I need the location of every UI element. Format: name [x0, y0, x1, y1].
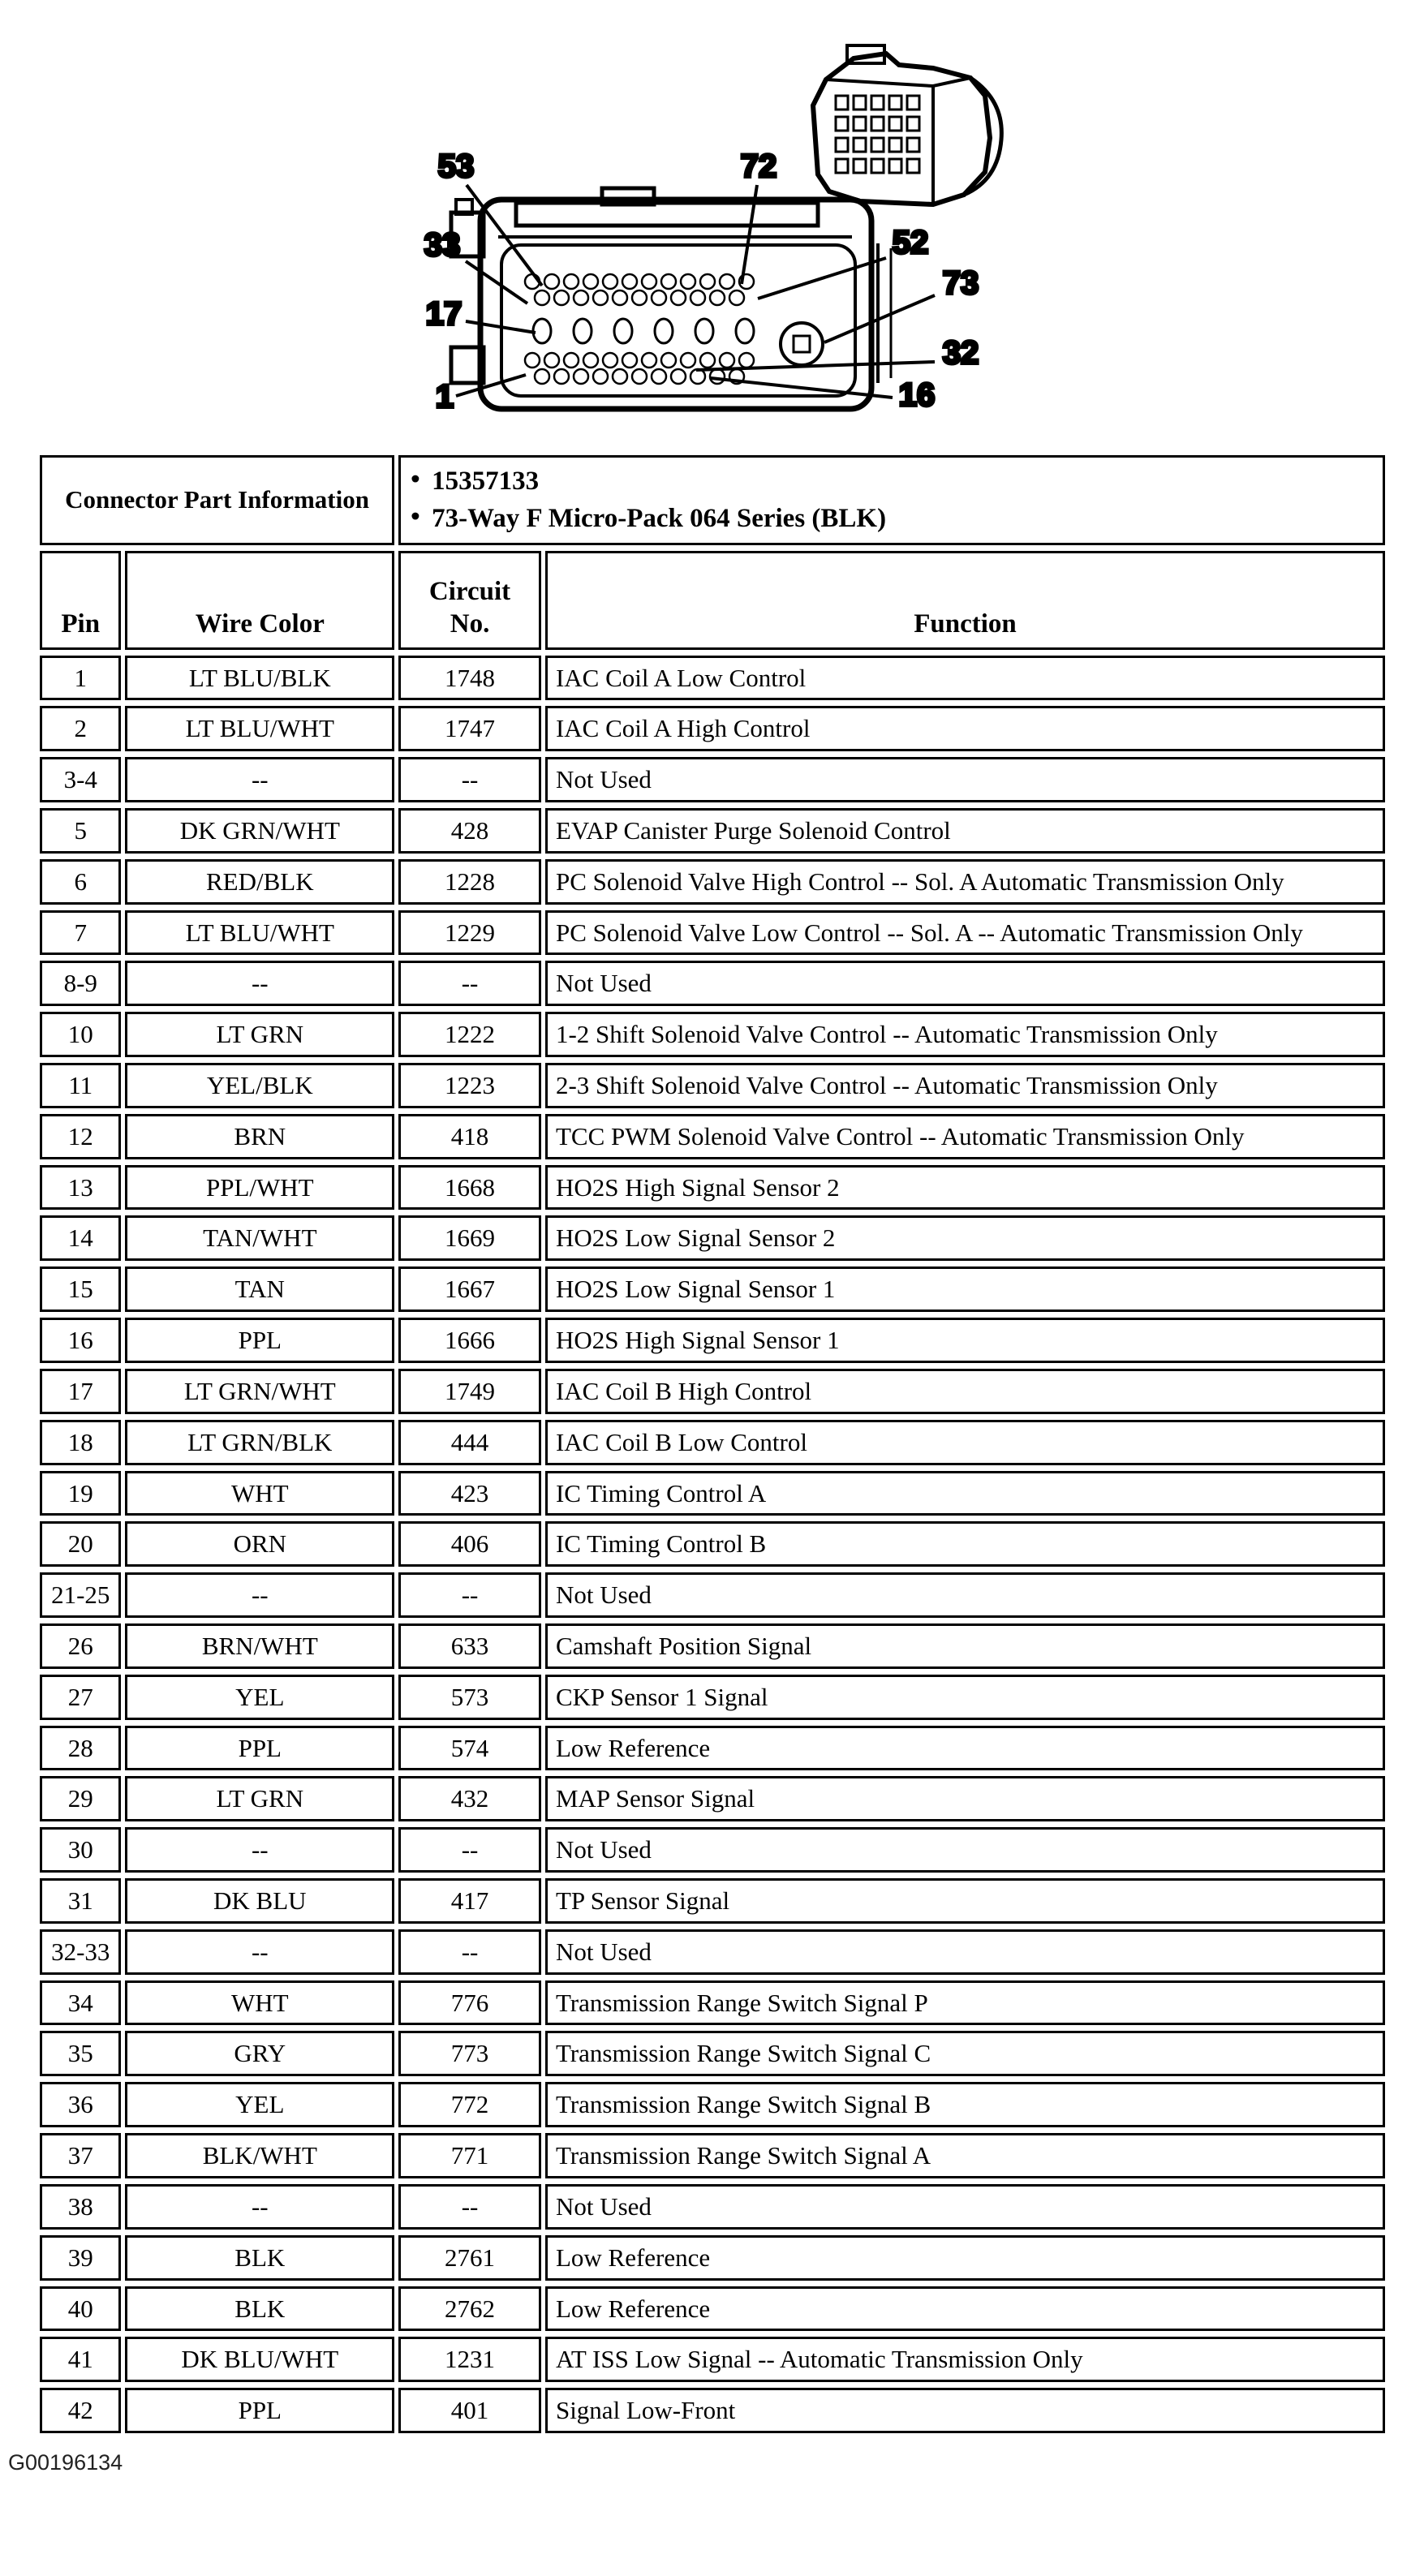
- table-row: [40, 2235, 1385, 2281]
- table-row: [40, 1572, 1385, 1618]
- function-cell: CKP Sensor 1 Signal: [545, 1675, 1385, 1720]
- function-cell: HO2S Low Signal Sensor 2: [545, 1215, 1385, 1261]
- callout-label: 53: [437, 148, 475, 184]
- pin-cell: 5: [40, 808, 121, 854]
- pin-cell: 31: [40, 1878, 121, 1924]
- wire-color-cell: PPL: [125, 1726, 394, 1771]
- callout-label: 73: [942, 265, 979, 301]
- pin-cell: 41: [40, 2337, 121, 2382]
- pin-cell: 40: [40, 2286, 121, 2332]
- function-cell: EVAP Canister Purge Solenoid Control: [545, 808, 1385, 854]
- wire-color-cell: --: [125, 757, 394, 802]
- wire-color-cell: PPL: [125, 1318, 394, 1363]
- function-cell: Camshaft Position Signal: [545, 1623, 1385, 1669]
- table-row: [40, 2082, 1385, 2127]
- table-row: [40, 656, 1385, 701]
- function-cell: Not Used: [545, 1827, 1385, 1873]
- function-cell: TP Sensor Signal: [545, 1878, 1385, 1924]
- wire-color-cell: LT GRN/BLK: [125, 1420, 394, 1465]
- callout-label: 1: [435, 379, 454, 415]
- table-row: [40, 910, 1385, 956]
- function-cell: Low Reference: [545, 2235, 1385, 2281]
- function-cell: HO2S Low Signal Sensor 1: [545, 1266, 1385, 1312]
- pin-holes-upper: [525, 274, 754, 305]
- pin-cell: 28: [40, 1726, 121, 1771]
- wire-color-cell: DK GRN/WHT: [125, 808, 394, 854]
- wire-color-cell: YEL: [125, 2082, 394, 2127]
- table-row: [40, 1827, 1385, 1873]
- callout-label: 72: [740, 148, 777, 184]
- table-row: [40, 859, 1385, 905]
- pin-cell: 17: [40, 1369, 121, 1414]
- table-row: [40, 961, 1385, 1006]
- pin-cell: 39: [40, 2235, 121, 2281]
- wire-color-cell: LT BLU/WHT: [125, 910, 394, 956]
- callout-label: 52: [892, 225, 929, 260]
- part-info-label: Connector Part Information: [40, 455, 394, 545]
- function-cell: PC Solenoid Valve Low Control -- Sol. A -- Automatic Transmission Only: [545, 910, 1385, 956]
- pin-cell: 10: [40, 1012, 121, 1057]
- pin-cell: 3-4: [40, 757, 121, 802]
- table-row: [40, 1063, 1385, 1108]
- table-row: [40, 1878, 1385, 1924]
- circuit-no-cell: 2762: [398, 2286, 541, 2332]
- pin-cell: 35: [40, 2031, 121, 2076]
- pin-cell: 11: [40, 1063, 121, 1108]
- pin-cell: 42: [40, 2388, 121, 2433]
- wire-color-cell: PPL/WHT: [125, 1165, 394, 1211]
- circuit-no-cell: --: [398, 961, 541, 1006]
- circuit-no-cell: --: [398, 757, 541, 802]
- col-header-circuit-no: Circuit No.: [398, 551, 541, 650]
- table-row: [40, 1165, 1385, 1211]
- table-row: [40, 2337, 1385, 2382]
- wire-color-cell: --: [125, 961, 394, 1006]
- circuit-no-cell: --: [398, 2184, 541, 2230]
- wire-color-cell: ORN: [125, 1521, 394, 1567]
- pin-cell: 16: [40, 1318, 121, 1363]
- function-cell: HO2S High Signal Sensor 2: [545, 1165, 1385, 1211]
- pin-cell: 37: [40, 2133, 121, 2178]
- circuit-no-cell: 444: [398, 1420, 541, 1465]
- table-row: [40, 757, 1385, 802]
- circuit-no-cell: 1749: [398, 1369, 541, 1414]
- function-cell: Not Used: [545, 1929, 1385, 1975]
- wire-color-cell: YEL: [125, 1675, 394, 1720]
- function-cell: IAC Coil B High Control: [545, 1369, 1385, 1414]
- function-cell: Transmission Range Switch Signal B: [545, 2082, 1385, 2127]
- circuit-no-cell: --: [398, 1827, 541, 1873]
- circuit-no-cell: 776: [398, 1980, 541, 2026]
- function-cell: HO2S High Signal Sensor 1: [545, 1318, 1385, 1363]
- pin-cell: 34: [40, 1980, 121, 2026]
- wire-color-cell: LT BLU/BLK: [125, 656, 394, 701]
- circuit-no-cell: 633: [398, 1623, 541, 1669]
- callout-label: 33: [424, 227, 461, 263]
- function-cell: PC Solenoid Valve High Control -- Sol. A Automatic Transmission Only: [545, 859, 1385, 905]
- function-cell: Not Used: [545, 757, 1385, 802]
- table-row: [40, 706, 1385, 751]
- circuit-no-cell: 1667: [398, 1266, 541, 1312]
- pin-cell: 20: [40, 1521, 121, 1567]
- circuit-no-cell: 1231: [398, 2337, 541, 2382]
- pin-cell: 12: [40, 1114, 121, 1159]
- connector-series: • 73-Way F Micro-Pack 064 Series (BLK): [409, 500, 1375, 537]
- circuit-no-cell: 1229: [398, 910, 541, 956]
- pin-cell: 27: [40, 1675, 121, 1720]
- connector-figure: [0, 0, 1424, 446]
- table-row: [40, 1675, 1385, 1720]
- function-cell: IC Timing Control A: [545, 1471, 1385, 1516]
- pinout-table-body: [40, 656, 1385, 2433]
- circuit-no-cell: 406: [398, 1521, 541, 1567]
- function-cell: Transmission Range Switch Signal C: [545, 2031, 1385, 2076]
- wire-color-cell: BRN: [125, 1114, 394, 1159]
- circuit-no-cell: 1748: [398, 656, 541, 701]
- wire-color-cell: LT GRN/WHT: [125, 1369, 394, 1414]
- pin-cell: 2: [40, 706, 121, 751]
- pin-cell: 29: [40, 1776, 121, 1821]
- circuit-no-cell: 432: [398, 1776, 541, 1821]
- wire-color-cell: --: [125, 2184, 394, 2230]
- wire-color-cell: DK BLU: [125, 1878, 394, 1924]
- part-info-values: [398, 455, 1385, 545]
- function-cell: Not Used: [545, 2184, 1385, 2230]
- connector-figure-svg: [0, 0, 1424, 446]
- pin-cell: 14: [40, 1215, 121, 1261]
- wire-color-cell: LT GRN: [125, 1012, 394, 1057]
- table-row: [40, 2388, 1385, 2433]
- col-header-function: Function: [545, 551, 1385, 650]
- circuit-no-cell: 573: [398, 1675, 541, 1720]
- table-row: [40, 1012, 1385, 1057]
- function-cell: MAP Sensor Signal: [545, 1776, 1385, 1821]
- function-cell: TCC PWM Solenoid Valve Control -- Automatic Transmission Only: [545, 1114, 1385, 1159]
- function-cell: Low Reference: [545, 1726, 1385, 1771]
- circuit-no-cell: 1228: [398, 859, 541, 905]
- wire-color-cell: --: [125, 1572, 394, 1618]
- circuit-no-cell: 1669: [398, 1215, 541, 1261]
- function-cell: Not Used: [545, 1572, 1385, 1618]
- pin-cell: 13: [40, 1165, 121, 1211]
- table-row: [40, 2031, 1385, 2076]
- circuit-no-cell: 1222: [398, 1012, 541, 1057]
- function-cell: IAC Coil A High Control: [545, 706, 1385, 751]
- function-cell: IAC Coil A Low Control: [545, 656, 1385, 701]
- wire-color-cell: GRY: [125, 2031, 394, 2076]
- function-cell: Transmission Range Switch Signal A: [545, 2133, 1385, 2178]
- function-cell: 1-2 Shift Solenoid Valve Control -- Automatic Transmission Only: [545, 1012, 1385, 1057]
- circuit-no-cell: 428: [398, 808, 541, 854]
- pin-cell: 21-25: [40, 1572, 121, 1618]
- callout-label: 17: [425, 296, 462, 332]
- circuit-no-cell: 423: [398, 1471, 541, 1516]
- circuit-no-cell: --: [398, 1572, 541, 1618]
- circuit-no-cell: 418: [398, 1114, 541, 1159]
- circuit-no-cell: 771: [398, 2133, 541, 2178]
- wire-color-cell: PPL: [125, 2388, 394, 2433]
- wire-color-cell: BLK: [125, 2286, 394, 2332]
- wire-color-cell: BRN/WHT: [125, 1623, 394, 1669]
- wire-color-cell: WHT: [125, 1980, 394, 2026]
- table-row: [40, 1369, 1385, 1414]
- function-cell: IAC Coil B Low Control: [545, 1420, 1385, 1465]
- pin-cell: 6: [40, 859, 121, 905]
- wire-color-cell: BLK: [125, 2235, 394, 2281]
- circuit-no-cell: 574: [398, 1726, 541, 1771]
- circuit-no-cell: 1666: [398, 1318, 541, 1363]
- connector-3d-view: [813, 45, 1001, 204]
- pin-cell: 7: [40, 910, 121, 956]
- table-row: [40, 1980, 1385, 2026]
- pin-holes-middle: [533, 319, 754, 343]
- pinout-table-head: [40, 455, 1385, 650]
- table-row: [40, 1318, 1385, 1363]
- wire-color-cell: BLK/WHT: [125, 2133, 394, 2178]
- wire-color-cell: WHT: [125, 1471, 394, 1516]
- pin-cell: 32-33: [40, 1929, 121, 1975]
- circuit-no-cell: 2761: [398, 2235, 541, 2281]
- circuit-no-cell: 401: [398, 2388, 541, 2433]
- wire-color-cell: RED/BLK: [125, 859, 394, 905]
- terminal-grid: [836, 96, 919, 173]
- table-row: [40, 1471, 1385, 1516]
- pin-cell: 15: [40, 1266, 121, 1312]
- circuit-no-cell: 1747: [398, 706, 541, 751]
- table-row: [40, 1215, 1385, 1261]
- table-row: [40, 1726, 1385, 1771]
- circuit-no-cell: 773: [398, 2031, 541, 2076]
- circuit-no-cell: --: [398, 1929, 541, 1975]
- col-header-pin: Pin: [40, 551, 121, 650]
- table-row: [40, 1114, 1385, 1159]
- column-header-row: [40, 551, 1385, 650]
- pinout-table: [36, 449, 1389, 2439]
- wire-color-cell: YEL/BLK: [125, 1063, 394, 1108]
- pin-cell: 1: [40, 656, 121, 701]
- function-cell: Low Reference: [545, 2286, 1385, 2332]
- wire-color-cell: DK BLU/WHT: [125, 2337, 394, 2382]
- function-cell: 2-3 Shift Solenoid Valve Control -- Automatic Transmission Only: [545, 1063, 1385, 1108]
- circuit-no-cell: 1223: [398, 1063, 541, 1108]
- pin-cell: 26: [40, 1623, 121, 1669]
- function-cell: IC Timing Control B: [545, 1521, 1385, 1567]
- pin-cell: 19: [40, 1471, 121, 1516]
- table-row: [40, 808, 1385, 854]
- part-info-row: [40, 455, 1385, 545]
- pin-cell: 18: [40, 1420, 121, 1465]
- function-cell: Not Used: [545, 961, 1385, 1006]
- table-row: [40, 1266, 1385, 1312]
- function-cell: AT ISS Low Signal -- Automatic Transmission Only: [545, 2337, 1385, 2382]
- circuit-no-cell: 772: [398, 2082, 541, 2127]
- pin-cell: 38: [40, 2184, 121, 2230]
- wire-color-cell: --: [125, 1827, 394, 1873]
- pin-cell: 36: [40, 2082, 121, 2127]
- col-header-wire-color: Wire Color: [125, 551, 394, 650]
- pin-cell: 8-9: [40, 961, 121, 1006]
- callouts: [424, 148, 979, 415]
- table-row: [40, 2286, 1385, 2332]
- table-row: [40, 2133, 1385, 2178]
- callout-label: 32: [942, 335, 979, 371]
- wire-color-cell: TAN: [125, 1266, 394, 1312]
- part-number: • 15357133: [409, 462, 1375, 500]
- wire-color-cell: TAN/WHT: [125, 1215, 394, 1261]
- table-row: [40, 1929, 1385, 1975]
- circuit-no-cell: 417: [398, 1878, 541, 1924]
- wire-color-cell: --: [125, 1929, 394, 1975]
- table-row: [40, 1521, 1385, 1567]
- table-row: [40, 1623, 1385, 1669]
- function-cell: Signal Low-Front: [545, 2388, 1385, 2433]
- keyway-feature: [781, 323, 823, 365]
- figure-id: G00196134: [8, 2449, 123, 2475]
- wire-color-cell: LT GRN: [125, 1776, 394, 1821]
- table-row: [40, 1420, 1385, 1465]
- table-row: [40, 2184, 1385, 2230]
- pin-cell: 30: [40, 1827, 121, 1873]
- table-row: [40, 1776, 1385, 1821]
- callout-label: 16: [898, 377, 936, 413]
- circuit-no-cell: 1668: [398, 1165, 541, 1211]
- wire-color-cell: LT BLU/WHT: [125, 706, 394, 751]
- function-cell: Transmission Range Switch Signal P: [545, 1980, 1385, 2026]
